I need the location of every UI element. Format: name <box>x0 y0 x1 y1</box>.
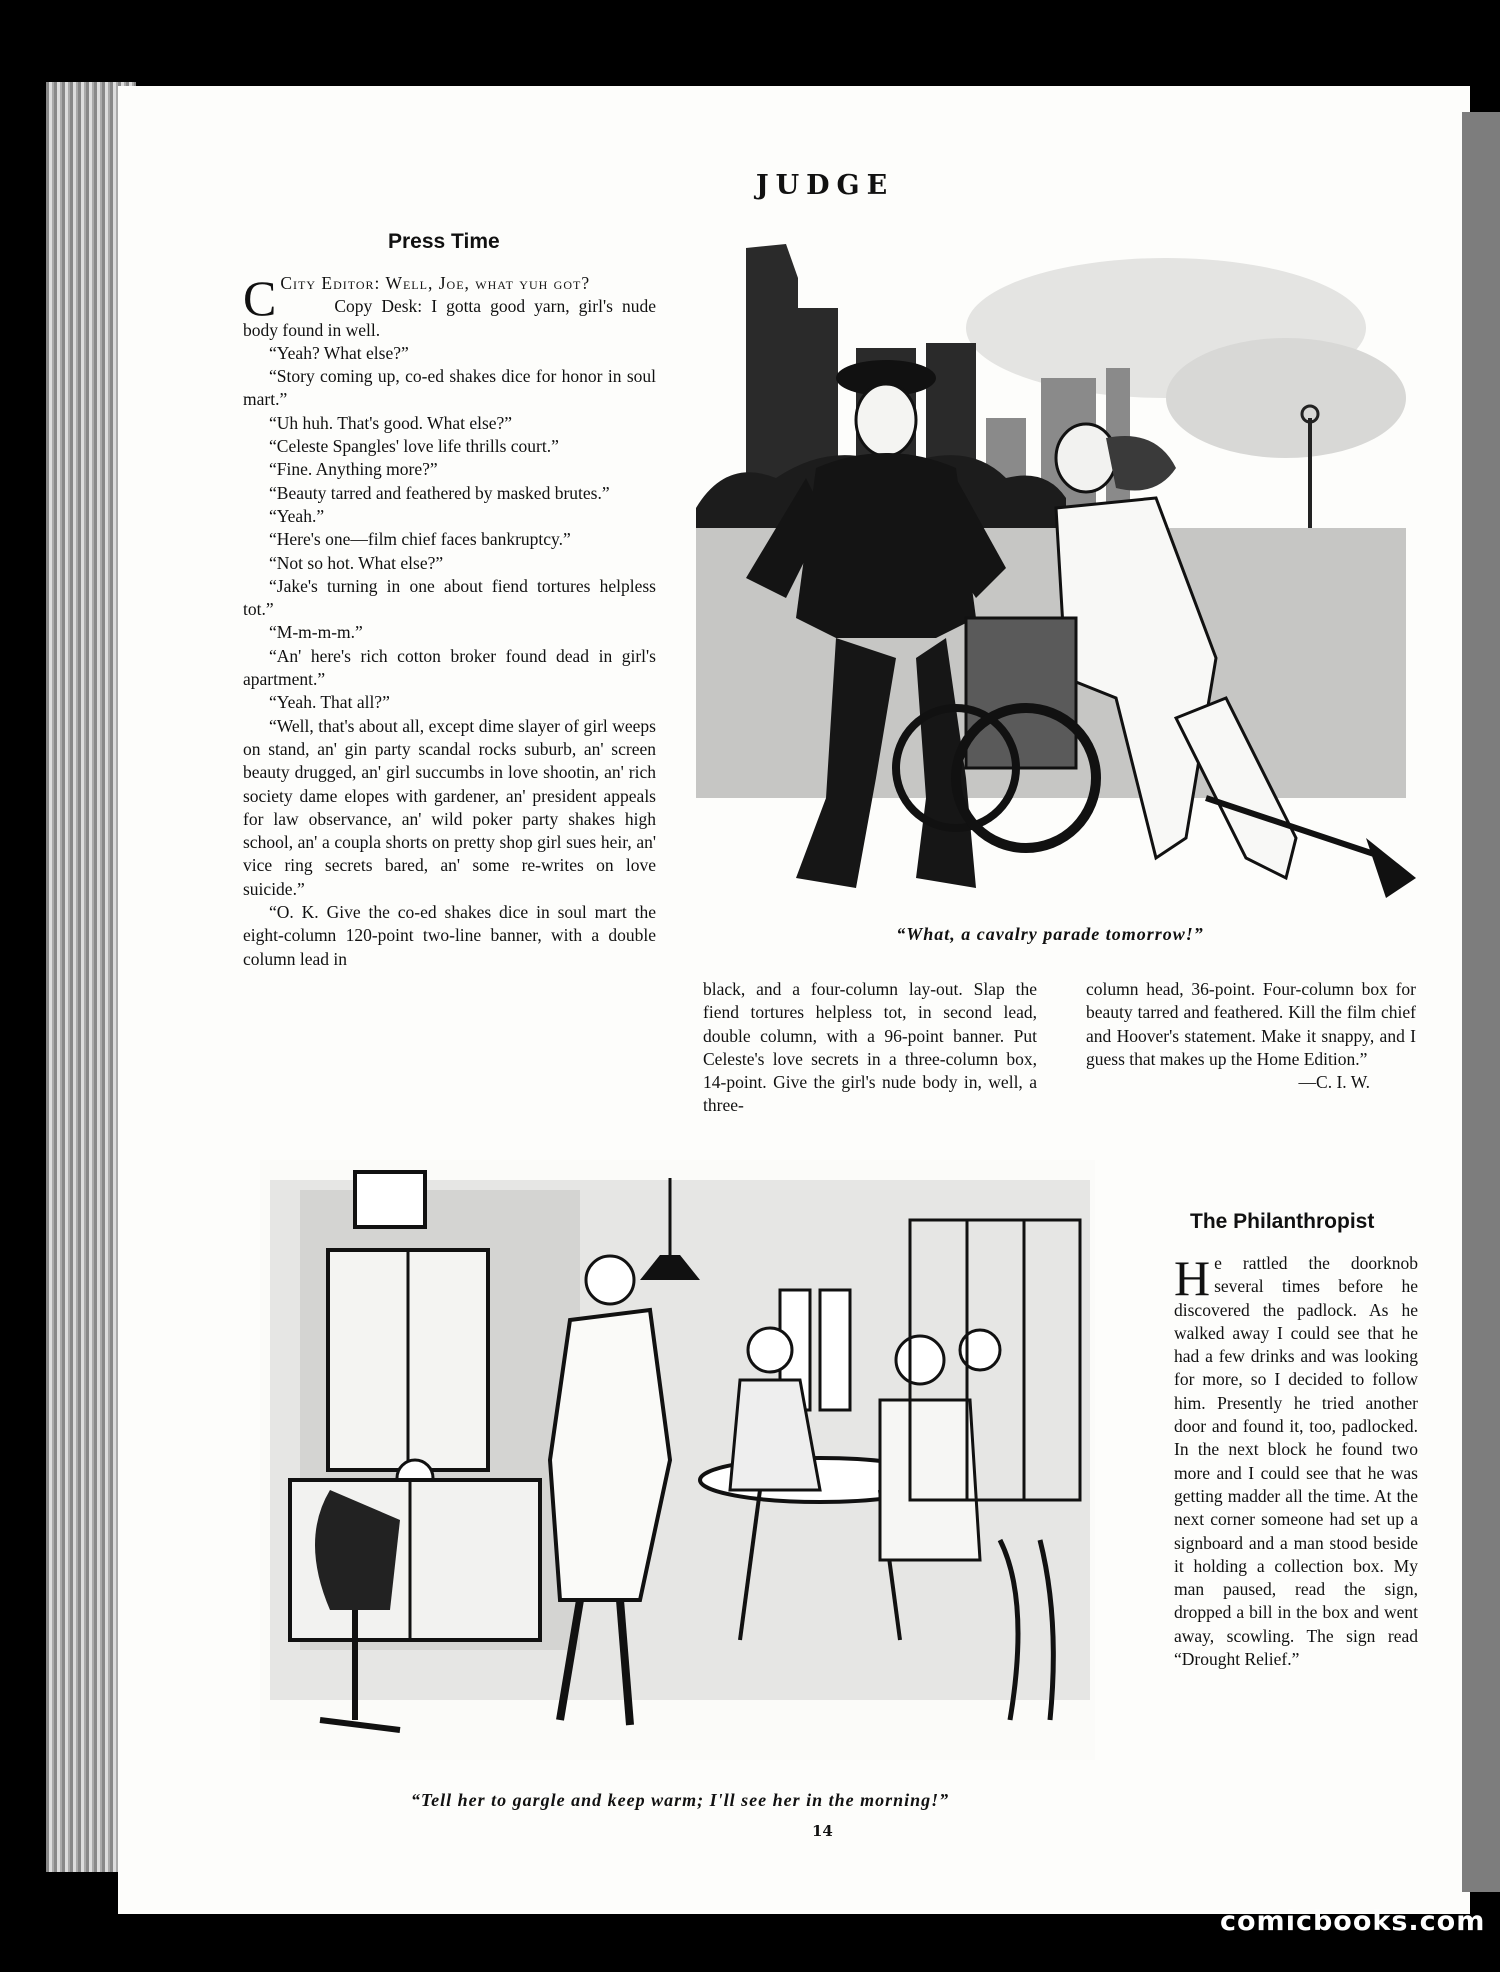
article-title-press-time: Press Time <box>388 230 500 253</box>
page-number: 14 <box>812 1822 833 1840</box>
press-time-column-3 <box>1086 978 1416 1094</box>
dialogue-line: “Yeah. That all?” <box>269 692 390 713</box>
dialogue-line: “Well, that's about all, except dime slayer of girl weeps on stand, an' gin party scandal rocks suburb, an' screen beauty drugged, an' girl succumbs in love shootin, an' rich society dame elopes with gardener, an' president appeals for law observance, an' wild poker party shakes high school, an' a coupla shorts on pretty shop girl sues heir, an' vice ring secrets bared, an' some re-writes on love suicide.” <box>243 715 656 899</box>
dialogue-line: “M-m-m-m.” <box>269 622 363 643</box>
next-page-edge <box>1462 112 1500 1892</box>
dropcap-h: H <box>1174 1250 1211 1306</box>
dialogue-line: “Story coming up, co-ed shakes dice for honor in soul mart.” <box>243 366 656 410</box>
dialogue-line: “An' here's rich cotton broker found dead in girl's apartment.” <box>243 645 656 690</box>
press-time-column-2 <box>703 978 1037 1118</box>
dialogue-line: “Fine. Anything more?” <box>269 459 438 480</box>
cartoon-2-caption: “Tell her to gargle and keep warm; I'll see her in the morning!” <box>410 1790 950 1810</box>
city-editor-line: City Editor: Well, Joe, what yuh got? <box>280 273 591 293</box>
article-title-philanthropist: The Philanthropist <box>1190 1210 1375 1233</box>
column-3-text: column head, 36-point. Four-column box for beauty tarred and feathered. Kill the film chief and Hoover's statement. Make it snappy, and I guess that makes up the Home Edition.” <box>1086 979 1416 1069</box>
dialogue-line: “Jake's turning in one about fiend tortures helpless tot.” <box>243 575 656 620</box>
author-signature: —C. I. W. <box>1298 1072 1370 1093</box>
cartoon-1-caption: “What, a cavalry parade tomorrow!” <box>896 924 1204 944</box>
dropcap-c: C <box>243 270 277 326</box>
watermark: comicbooks.com <box>1220 1906 1486 1937</box>
dialogue-line: “Not so hot. What else?” <box>269 552 444 573</box>
column-2-text: black, and a four-column lay-out. Slap the fiend tortures helpless tot, in second lead, double column, with a 96-point banner. Put Celeste's love secrets in a three-column box, 14-point. Give the girl's nude body in, well, a three- <box>703 979 1037 1116</box>
dialogue-line: “O. K. Give the co-ed shakes dice in soul mart the eight-column 120-point two-line banner, with a double column lead in <box>243 902 656 969</box>
copy-desk-line: Copy Desk: I gotta good yarn, girl's nude body found in well. <box>243 296 656 340</box>
magazine-header: JUDGE <box>755 170 895 201</box>
philanthropist-text: e rattled the doorknob several times before he discovered the padlock. As he walked away I could see that he had a few drinks and was looking for more, so I decided to follow him. Presently he tried another door and found it, too, padlocked. In the next block he found two more and I could see that he was getting madder all the time. At the next corner someone had set up a signboard and a man stood beside it holding a collection box. My man paused, read the sign, dropped a bill in the box and went away, scowling. The sign read “Drought Relief.” <box>1174 1253 1418 1670</box>
dialogue-line: “Here's one—film chief faces bankruptcy.” <box>269 529 571 550</box>
dialogue-line: “Celeste Spangles' love life thrills court.” <box>269 436 559 457</box>
cartoon-doctor-card-game <box>260 1160 1095 1760</box>
dialogue-line: “Uh huh. That's good. What else?” <box>269 412 513 433</box>
philanthropist-column <box>1174 1252 1418 1671</box>
dialogue-line: “Beauty tarred and feathered by masked brutes.” <box>269 482 610 503</box>
dialogue-line: “Yeah.” <box>269 505 325 526</box>
press-time-column-1 <box>243 272 656 971</box>
dialogue-line: “Yeah? What else?” <box>269 342 409 363</box>
cartoon-policeman-street-sweeper <box>686 238 1416 908</box>
